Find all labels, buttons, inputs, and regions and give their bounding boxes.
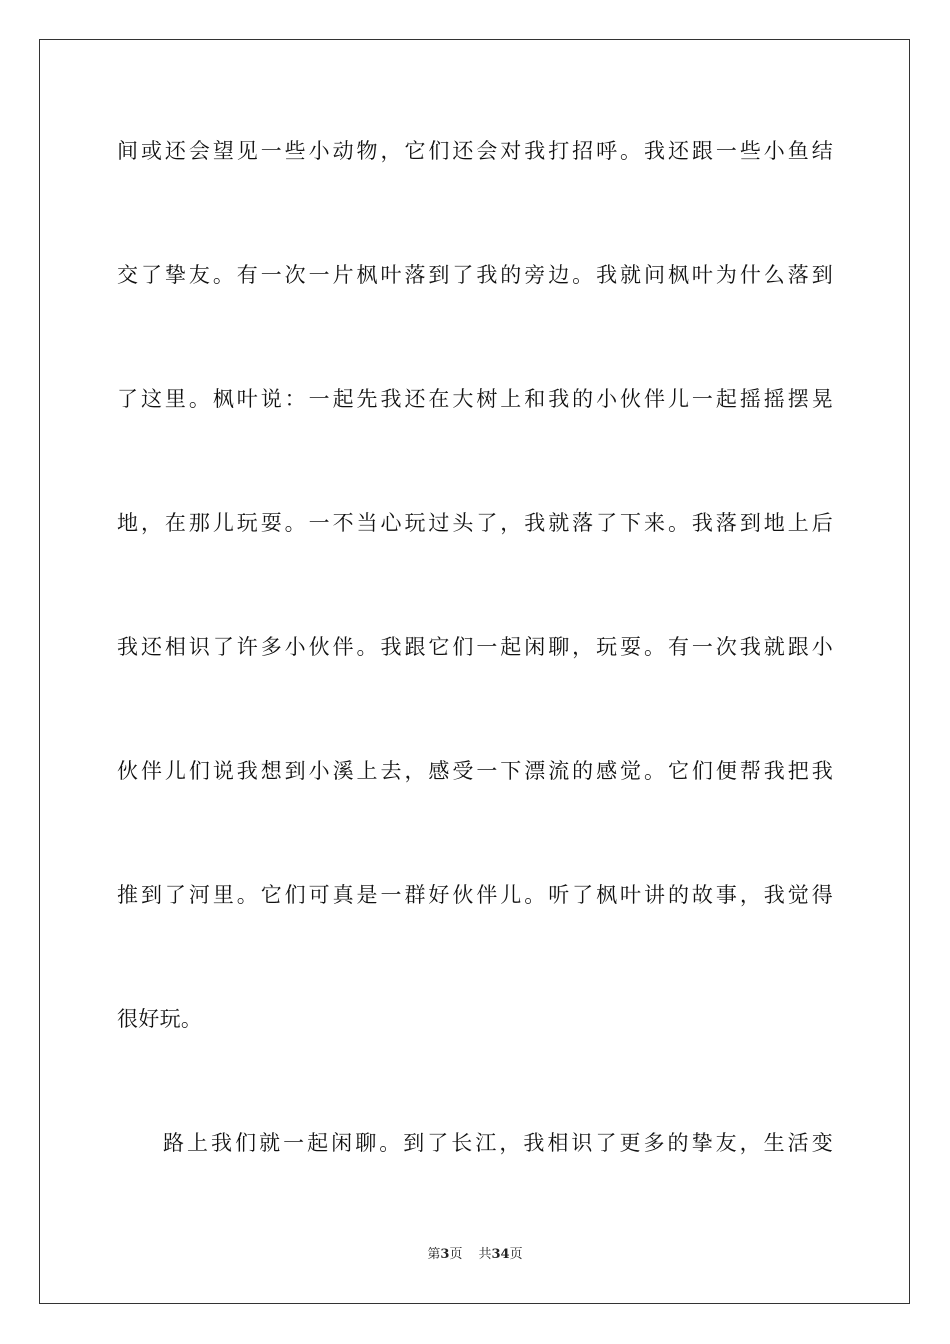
text-line: 交了挚友。有一次一片枫叶落到了我的旁边。我就问枫叶为什么落到 — [117, 263, 833, 287]
text-line: 地，在那儿玩耍。一不当心玩过头了，我就落了下来。我落到地上后 — [117, 511, 833, 535]
text-line: 间或还会望见一些小动物，它们还会对我打招呼。我还跟一些小鱼结 — [117, 139, 833, 163]
text-line: 推到了河里。它们可真是一群好伙伴儿。听了枫叶讲的故事，我觉得 — [117, 883, 833, 907]
page-border — [39, 39, 910, 1304]
text-line: 伙伴儿们说我想到小溪上去，感受一下漂流的感觉。它们便帮我把我 — [117, 759, 833, 783]
text-line: 了这里。枫叶说：一起先我还在大树上和我的小伙伴儿一起摇摇摆晃 — [117, 387, 833, 411]
page-footer — [0, 1247, 950, 1263]
total-prefix: 共 — [478, 1247, 492, 1262]
page-current: 3 — [440, 1247, 450, 1262]
page-total: 34 — [491, 1247, 510, 1262]
text-line: 很好玩。 — [117, 1007, 203, 1031]
total-suffix: 页 — [509, 1247, 523, 1262]
page-prefix: 第 — [427, 1247, 441, 1262]
page-suffix: 页 — [449, 1247, 463, 1262]
paragraph-first-line: 路上我们就一起闲聊。到了长江，我相识了更多的挚友，生活变 — [163, 1131, 833, 1155]
text-line: 我还相识了许多小伙伴。我跟它们一起闲聊，玩耍。有一次我就跟小 — [117, 635, 833, 659]
